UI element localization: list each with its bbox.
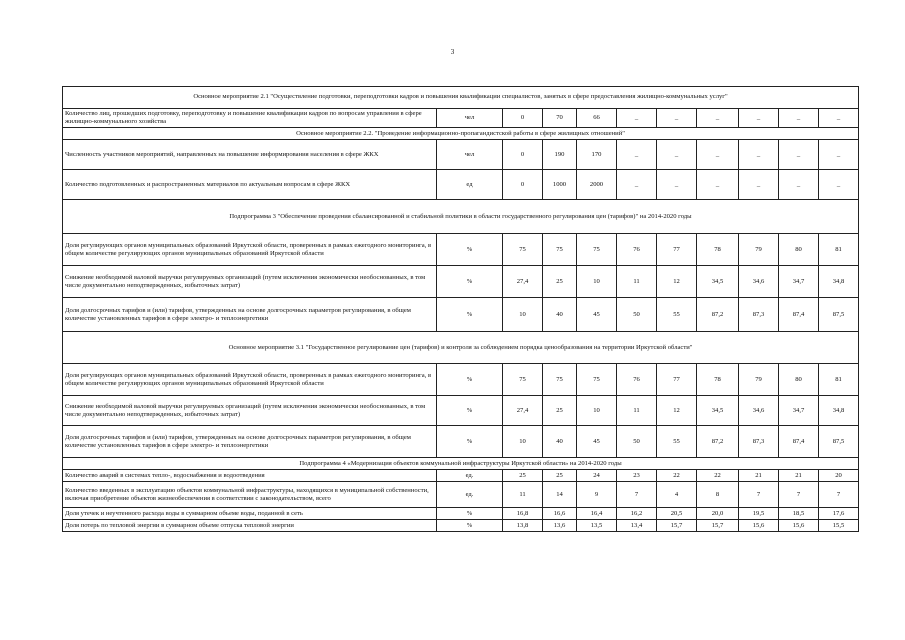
indicator-value: _ [739,109,779,128]
indicator-value: 34,7 [779,396,819,426]
indicator-value: 25 [543,470,577,482]
indicator-row [63,426,859,458]
indicator-value: 13,4 [617,520,657,532]
indicator-value: 75 [577,234,617,266]
indicator-name: Доля долгосрочных тарифов и (или) тарифов, утвержденных на основе долгосрочных параметров регулирования, в общем количестве установленных тарифов в сфере электро- и теплоэнергетики [63,426,437,458]
indicator-unit: ед. [437,470,503,482]
indicator-unit: % [437,234,503,266]
indicator-value: 76 [617,364,657,396]
indicator-value: _ [697,109,739,128]
indicator-name: Доля долгосрочных тарифов и (или) тарифов, утвержденных на основе долгосрочных параметров регулирования, в общем количестве установленных тарифов в сфере электро- и теплоэнергетики [63,298,437,332]
indicator-row [63,364,859,396]
indicator-value: 16,4 [577,508,617,520]
indicator-value: 34,5 [697,266,739,298]
indicator-value: 10 [577,266,617,298]
indicator-value: 9 [577,482,617,508]
indicator-unit: % [437,298,503,332]
indicator-value: 40 [543,426,577,458]
indicator-value: 75 [543,234,577,266]
indicator-name: Доля регулирующих органов муниципальных образований Иркутской области, проверенных в рамках ежегодного мониторинга, в общем количестве регулирующих органов муниципальных образований Иркутской области [63,234,437,266]
indicator-row [63,298,859,332]
indicator-value: 50 [617,298,657,332]
indicator-value: _ [617,109,657,128]
indicator-name: Количество подготовленных и распространенных материалов по актуальным вопросам в сфере ЖКХ [63,170,437,200]
indicator-value: 87,3 [739,426,779,458]
indicator-value: 16,8 [503,508,543,520]
indicator-value: 55 [657,298,697,332]
indicator-value: 10 [503,426,543,458]
indicator-row [63,482,859,508]
indicator-value: 13,6 [543,520,577,532]
indicator-value: 78 [697,364,739,396]
indicator-value: 50 [617,426,657,458]
indicator-value: 15,7 [697,520,739,532]
indicator-value: 21 [779,470,819,482]
section-title: Подпрограмма 3 "Обеспечение проведения сбалансированной и стабильной политики в области государственного регулирования цен (тарифов)" на 2014-2020 годы [63,200,859,234]
indicator-value: 34,6 [739,396,779,426]
indicator-value: 15,6 [779,520,819,532]
indicator-value: _ [819,109,859,128]
indicator-unit: ед. [437,482,503,508]
indicator-unit: % [437,266,503,298]
indicator-value: 25 [543,396,577,426]
indicator-value: 78 [697,234,739,266]
indicator-value: _ [779,140,819,170]
indicator-value: 18,5 [779,508,819,520]
indicator-row [63,140,859,170]
indicator-value: _ [739,140,779,170]
indicator-value: _ [819,170,859,200]
indicator-value: _ [617,170,657,200]
indicator-row [63,508,859,520]
indicator-value: 15,5 [819,520,859,532]
indicator-value: 20 [819,470,859,482]
indicator-unit: чел [437,109,503,128]
indicator-value: 10 [577,396,617,426]
indicator-value: 0 [503,109,543,128]
indicator-value: _ [657,170,697,200]
indicator-name: Снижение необходимой валовой выручки регулируемых организаций (путем исключения экономически необоснованных, в том числе документально неподтвержденных, избыточных затрат) [63,396,437,426]
indicator-value: 17,6 [819,508,859,520]
section-title: Основное мероприятие 3.1 "Государственное регулирование цен (тарифов) и контроля за соблюдением порядка ценообразования на территории Иркутской области" [63,332,859,364]
indicator-value: 12 [657,396,697,426]
indicator-value: 15,7 [657,520,697,532]
indicator-value: 7 [819,482,859,508]
indicator-value: 87,3 [739,298,779,332]
indicator-value: 34,8 [819,396,859,426]
indicator-name: Доля потерь по тепловой энергии в суммарном объеме отпуска тепловой энергии [63,520,437,532]
indicator-row [63,234,859,266]
section-title: Основное мероприятие 2.2. "Проведение информационно-пропагандистской работы в сфере жилищных отношений" [63,128,859,140]
indicator-row [63,396,859,426]
section-header-row [63,458,859,470]
indicator-value: 4 [657,482,697,508]
indicator-value: _ [739,170,779,200]
indicator-value: 16,6 [543,508,577,520]
indicator-value: 75 [577,364,617,396]
indicator-value: 77 [657,364,697,396]
indicator-value: _ [697,140,739,170]
section-header-row [63,128,859,140]
indicator-value: 87,2 [697,426,739,458]
indicator-value: 81 [819,364,859,396]
indicator-name: Численность участников мероприятий, направленных на повышение информирования населения в сфере ЖКХ [63,140,437,170]
indicator-name: Доля регулирующих органов муниципальных образований Иркутской области, проверенных в рамках ежегодного мониторинга, в общем количестве регулирующих органов муниципальных образований Иркутской области [63,364,437,396]
indicator-value: 77 [657,234,697,266]
indicator-value: 190 [543,140,577,170]
indicator-value: 87,4 [779,426,819,458]
indicator-value: 0 [503,170,543,200]
indicator-unit: ед [437,170,503,200]
indicator-value: 170 [577,140,617,170]
indicator-value: 34,7 [779,266,819,298]
indicator-row [63,520,859,532]
indicator-value: 21 [739,470,779,482]
indicator-value: 45 [577,426,617,458]
indicator-value: 76 [617,234,657,266]
section-title: Подпрограмма 4 «Модернизация объектов коммунальной инфраструктуры Иркутской области» на 2014-2020 годы [63,458,859,470]
indicator-unit: % [437,508,503,520]
section-header-row [63,332,859,364]
indicator-value: 25 [543,266,577,298]
indicator-value: 34,6 [739,266,779,298]
indicator-value: 80 [779,234,819,266]
indicator-value: 24 [577,470,617,482]
indicator-value: 79 [739,234,779,266]
indicator-value: 34,5 [697,396,739,426]
indicator-value: _ [819,140,859,170]
indicator-value: 25 [503,470,543,482]
indicator-name: Количество лиц, прошедших подготовку, переподготовку и повышение квалификации кадров по вопросам управления в сфере жилищно-коммунального хозяйства [63,109,437,128]
indicator-value: 8 [697,482,739,508]
indicator-value: 20,5 [657,508,697,520]
indicator-value: _ [779,109,819,128]
indicator-value: 87,5 [819,426,859,458]
indicator-value: 11 [617,266,657,298]
indicator-value: 75 [503,234,543,266]
indicator-value: 7 [779,482,819,508]
indicator-value: 27,4 [503,396,543,426]
indicator-value: 14 [543,482,577,508]
indicator-value: 66 [577,109,617,128]
indicator-value: 19,5 [739,508,779,520]
indicator-value: 80 [779,364,819,396]
indicator-name: Количество введенных в эксплуатацию объектов коммунальной инфраструктуры, находящихся в муниципальной собственности, включая приобретение объектов жизнеобеспечения в соответствии с законодательством, всего [63,482,437,508]
indicator-value: 70 [543,109,577,128]
indicator-value: 1000 [543,170,577,200]
indicators-table [62,86,859,532]
indicator-value: 87,2 [697,298,739,332]
indicator-value: 20,0 [697,508,739,520]
indicator-unit: % [437,396,503,426]
indicator-name: Доля утечек и неучтенного расхода воды в суммарном объеме воды, поданной в сеть [63,508,437,520]
indicator-row [63,170,859,200]
indicator-unit: % [437,520,503,532]
indicator-value: 0 [503,140,543,170]
indicator-value: 12 [657,266,697,298]
indicator-value: 45 [577,298,617,332]
indicator-unit: чел [437,140,503,170]
indicator-value: _ [779,170,819,200]
indicator-value: 23 [617,470,657,482]
indicator-value: 13,5 [577,520,617,532]
indicator-value: 15,6 [739,520,779,532]
section-header-row [63,87,859,109]
section-header-row [63,200,859,234]
page-number: 3 [450,48,455,56]
indicator-value: 2000 [577,170,617,200]
indicator-value: 87,4 [779,298,819,332]
indicator-unit: % [437,426,503,458]
indicator-row [63,109,859,128]
indicator-value: 79 [739,364,779,396]
indicator-value: 22 [697,470,739,482]
indicator-value: _ [657,140,697,170]
indicator-name: Снижение необходимой валовой выручки регулируемых организаций (путем исключения экономически необоснованных, в том числе документально неподтвержденных, избыточных затрат) [63,266,437,298]
indicator-value: 87,5 [819,298,859,332]
indicator-value: 10 [503,298,543,332]
indicator-value: 81 [819,234,859,266]
indicator-value: 27,4 [503,266,543,298]
indicator-row [63,266,859,298]
indicator-value: 7 [739,482,779,508]
indicator-value: 55 [657,426,697,458]
indicator-unit: % [437,364,503,396]
indicator-name: Количество аварий в системах тепло-, водоснабжения и водоотведения [63,470,437,482]
indicator-value: 7 [617,482,657,508]
indicator-value: 16,2 [617,508,657,520]
indicator-value: 11 [617,396,657,426]
section-title: Основное мероприятие 2.1 "Осуществление подготовки, переподготовки кадров и повышения квалификации специалистов, занятых в сфере предоставления жилищно-коммунальных услуг" [63,87,859,109]
indicator-value: 11 [503,482,543,508]
indicator-value: 22 [657,470,697,482]
indicator-value: 34,8 [819,266,859,298]
indicator-value: _ [657,109,697,128]
indicator-value: 75 [543,364,577,396]
indicator-row [63,470,859,482]
indicator-value: _ [697,170,739,200]
indicator-value: 40 [543,298,577,332]
indicator-value: _ [617,140,657,170]
indicator-value: 13,8 [503,520,543,532]
indicator-value: 75 [503,364,543,396]
